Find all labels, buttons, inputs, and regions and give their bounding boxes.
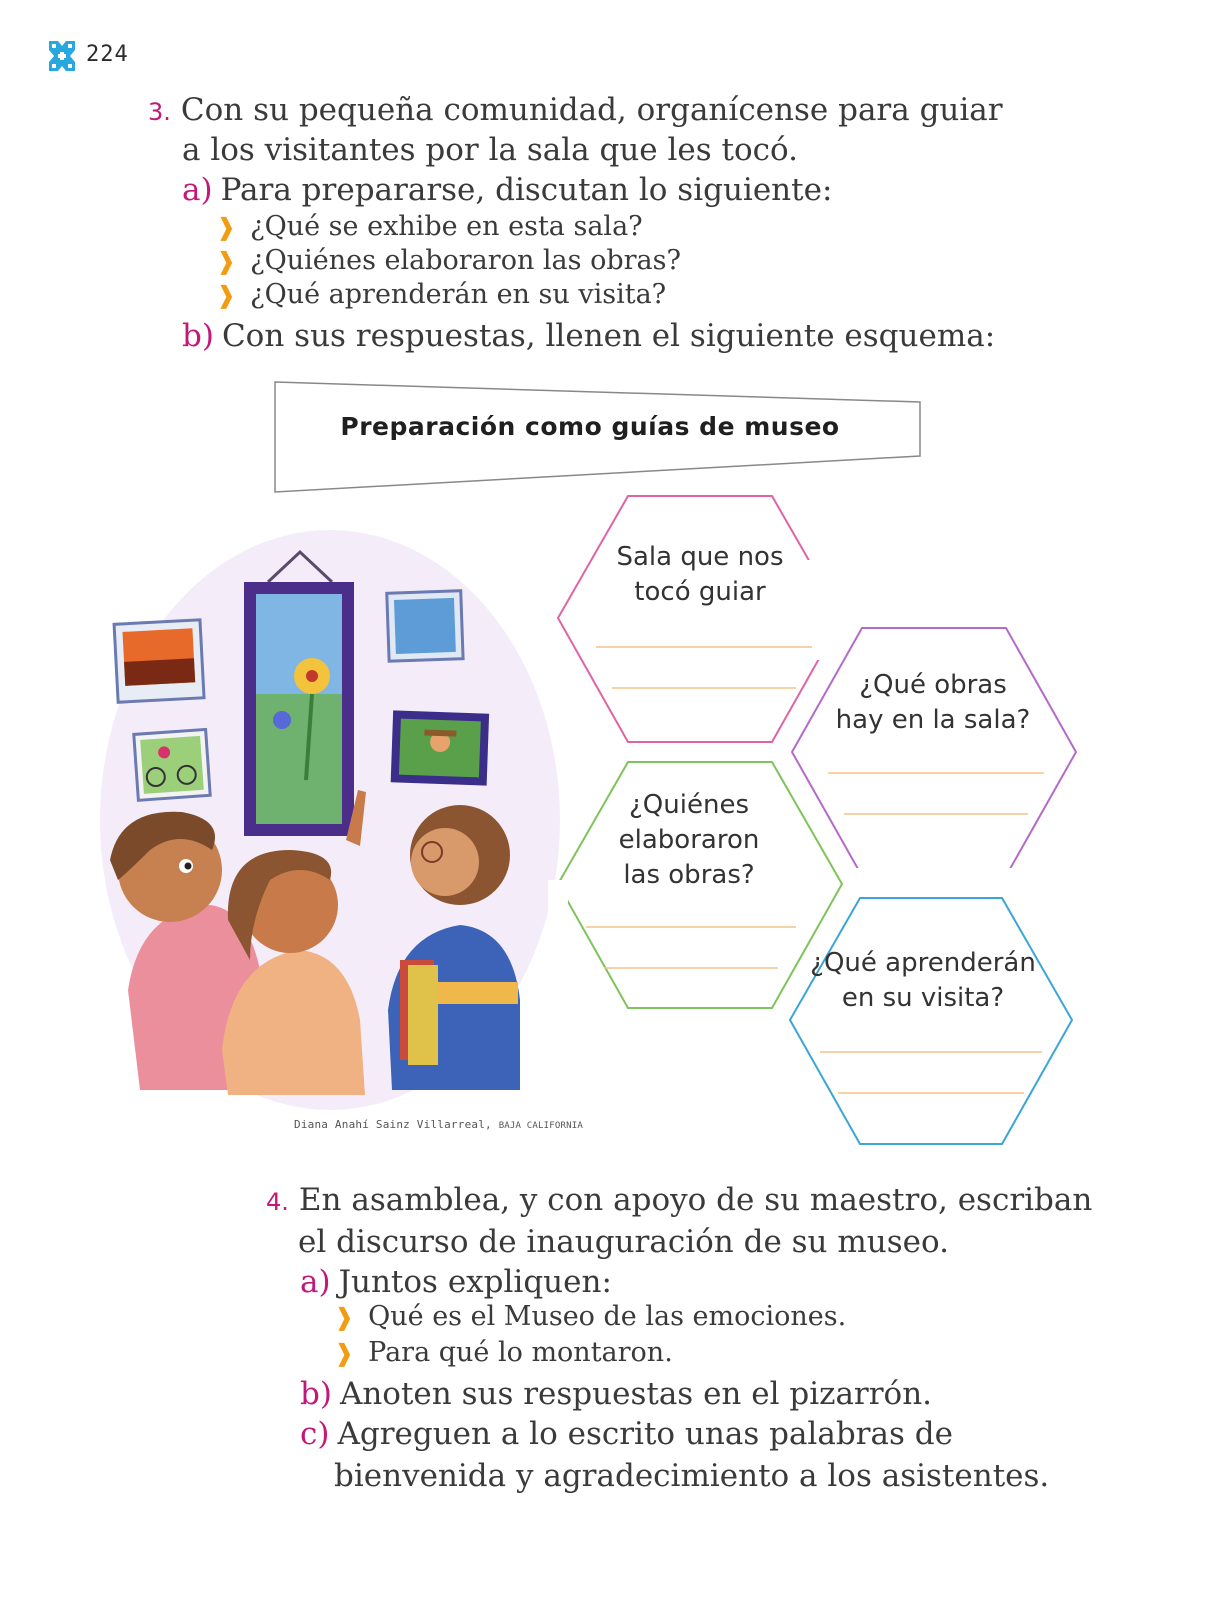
item-text: Con sus respuestas, llenen el siguiente esquema:	[221, 318, 996, 354]
hexagon-label-authors: ¿Quiénes elaboraron las obras?	[618, 790, 760, 890]
activity4-line2: el discurso de inauguración de su museo.	[298, 1224, 949, 1260]
activity3-text1: Con su pequeña comunidad, organícense para guiar	[180, 92, 1003, 128]
item-text: Juntos expliquen:	[338, 1264, 612, 1300]
hexagon-label-works: ¿Qué obras hay en la sala?	[835, 670, 1031, 735]
bullet-chevron-icon: ❱	[334, 1339, 355, 1367]
bullet-text: ¿Qué se exhibe en esta sala?	[250, 211, 643, 242]
bullet-text: Para qué lo montaron.	[368, 1337, 673, 1368]
item-letter: b)	[300, 1376, 332, 1412]
activity4-bullet	[334, 1300, 846, 1334]
bullet-chevron-icon: ❱	[216, 281, 237, 309]
item-letter: a)	[182, 172, 213, 208]
item-letter: b)	[182, 318, 214, 354]
activity4-number: 4.	[266, 1188, 289, 1216]
activity4-item-c-line2: bienvenida y agradecimiento a los asistentes.	[334, 1458, 1050, 1494]
activity4-item-c	[300, 1414, 953, 1454]
activity4-item-b	[300, 1374, 932, 1414]
hexagon-purple	[792, 628, 1076, 876]
page-number: 224	[86, 42, 129, 67]
bullet-text: ¿Quiénes elaboraron las obras?	[250, 245, 681, 276]
hexagon-blue	[790, 898, 1072, 1144]
activity4-item-a	[300, 1262, 612, 1302]
credit-name: Diana Anahí Sainz Villarreal,	[294, 1118, 492, 1131]
item-text: Agreguen a lo escrito unas palabras de	[337, 1416, 953, 1452]
bullet-chevron-icon: ❱	[216, 213, 237, 241]
bullet-chevron-icon: ❱	[216, 247, 237, 275]
museum-illustration	[100, 530, 560, 1110]
credit-place: BAJA CALIFORNIA	[498, 1121, 583, 1131]
bullet-text: Qué es el Museo de las emociones.	[368, 1301, 847, 1332]
item-text: Para prepararse, discutan lo siguiente:	[220, 172, 833, 208]
item-text: Anoten sus respuestas en el pizarrón.	[339, 1376, 933, 1412]
activity4-line1	[266, 1180, 1092, 1222]
bullet-chevron-icon: ❱	[334, 1303, 355, 1331]
bullet-text: ¿Qué aprenderán en su visita?	[250, 279, 667, 310]
activity4-bullet	[334, 1336, 673, 1370]
hexagon-label-learning: ¿Qué aprenderán en su visita?	[810, 948, 1036, 1013]
item-letter: c)	[300, 1416, 330, 1452]
activity4-text1: En asamblea, y con apoyo de su maestro, escriban	[298, 1182, 1093, 1218]
activity3-number: 3.	[148, 98, 171, 126]
illustration-credit	[294, 1118, 583, 1131]
scheme-title: Preparación como guías de museo	[340, 412, 840, 441]
item-letter: a)	[300, 1264, 331, 1300]
hexagon-label-room: Sala que nos tocó guiar	[616, 542, 784, 607]
activity3-line2: a los visitantes por la sala que les tocó.	[182, 132, 798, 168]
